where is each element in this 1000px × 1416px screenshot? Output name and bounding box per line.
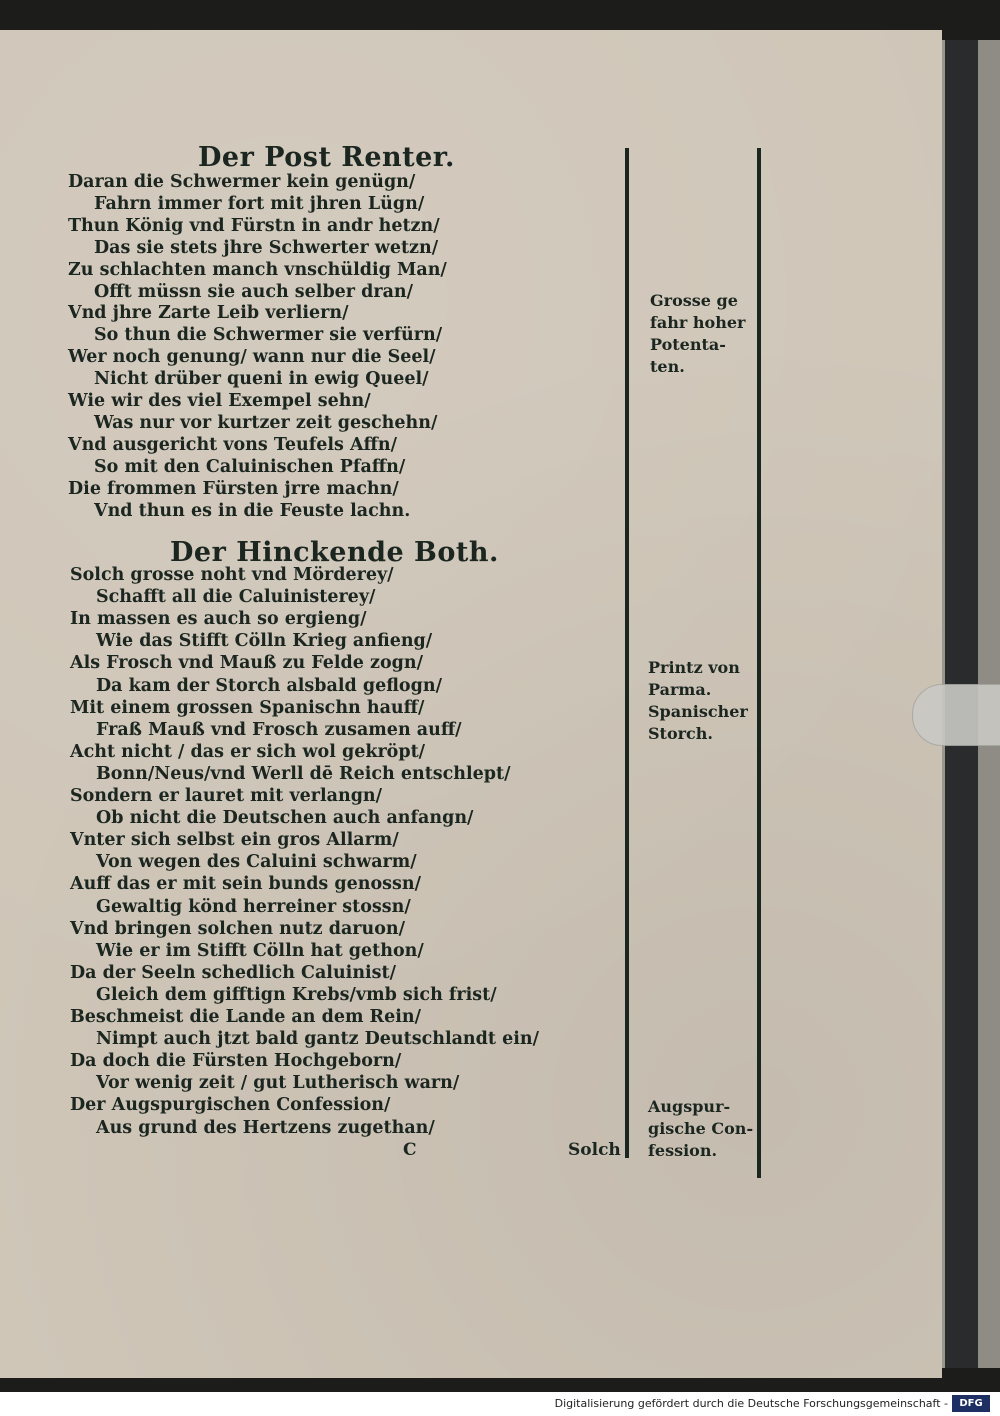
verse-line: Schafft all die Caluinisterey/ [96, 587, 376, 608]
verse-line: Auff das er mit sein bunds genossn/ [70, 874, 421, 895]
verse-line: Als Frosch vnd Mauß zu Felde zogn/ [70, 653, 423, 674]
verse-line: Nimpt auch jtzt bald gantz Deutschlandt ein/ [96, 1029, 539, 1050]
verse-line: Gewaltig könd herreiner stossn/ [96, 896, 411, 917]
verse-line: In massen es auch so ergieng/ [70, 609, 367, 630]
verse-line: Das sie stets jhre Schwerter wetzn/ [94, 237, 439, 258]
verse-line: Vnd jhre Zarte Leib verliern/ [68, 303, 349, 324]
verse-line: Zu schlachten manch vnschüldig Man/ [68, 259, 447, 280]
verse-line: Wie das Stifft Cölln Krieg anfieng/ [96, 631, 433, 652]
verse-line: Sondern er lauret mit verlangn/ [70, 786, 383, 806]
dfg-logo: DFG [952, 1395, 990, 1412]
verse-line: Acht nicht / das er sich wol gekröpt/ [70, 741, 426, 762]
verse-line: Mit einem grossen Spanischn hauff/ [70, 697, 425, 718]
verse-line: Vnter sich selbst ein gros Allarm/ [70, 830, 399, 851]
verse-line: Der Augspurgischen Confession/ [70, 1095, 391, 1116]
verse-line: Da der Seeln schedlich Caluinist/ [70, 962, 397, 983]
verse-line: Da doch die Fürsten Hochgeborn/ [70, 1051, 402, 1072]
catchword: Solch [568, 1140, 621, 1160]
verse-line: Fraß Mauß vnd Frosch zusamen auff/ [96, 719, 462, 740]
verse-line: Wer noch genung/ wann nur die Seel/ [68, 347, 436, 368]
margin-rule-left [625, 148, 629, 1158]
verse-line: Wie er im Stifft Cölln hat gethon/ [96, 940, 424, 961]
signature-mark: C [403, 1140, 417, 1160]
verse-line: Vor wenig zeit / gut Lutherisch warn/ [96, 1073, 460, 1094]
marginal-note-confession: Augspur- gische Con- fession. [648, 1097, 754, 1160]
marginal-note-parma: Printz von Parma. Spanischer Storch. [648, 658, 748, 743]
verse-line: Vnd thun es in die Feuste lachn. [94, 500, 411, 521]
verse-line: Fahrn immer fort mit jhren Lügn/ [94, 193, 425, 214]
verse-line: Vnd bringen solchen nutz daruon/ [70, 918, 406, 939]
margin-rule-right [757, 148, 761, 1178]
section-heading-post-renter: Der Post Renter. [198, 142, 455, 173]
verse-line: So mit den Caluinischen Pfaffn/ [94, 456, 406, 477]
section-heading-hinckende-both: Der Hinckende Both. [170, 537, 499, 568]
verse-line: Die frommen Fürsten jrre machn/ [68, 478, 399, 499]
verse-line: Bonn/Neus/vnd Werll dē Reich entschlept/ [96, 763, 511, 784]
verse-line: Beschmeist die Lande an dem Rein/ [70, 1007, 421, 1027]
verse-line: Thun König vnd Fürstn in andr hetzn/ [68, 215, 440, 236]
verse-line: Offt müssn sie auch selber dran/ [94, 281, 414, 302]
verse-line: Solch grosse noht vnd Mörderey/ [70, 565, 394, 585]
verse-line: Ob nicht die Deutschen auch anfangn/ [96, 808, 474, 829]
verse-line: Vnd ausgericht vons Teufels Affn/ [68, 434, 398, 455]
verse-line: Wie wir des viel Exempel sehn/ [68, 391, 371, 411]
page-holder-tab [912, 684, 1000, 746]
verse-line: Was nur vor kurtzer zeit geschehn/ [94, 412, 438, 433]
verse-line: So thun die Schwermer sie verfürn/ [94, 325, 443, 346]
verse-line: Gleich dem gifftign Krebs/vmb sich frist/ [96, 984, 497, 1005]
funding-credit: Digitalisierung gefördert durch die Deutsche Forschungsgemeinschaft - [554, 1397, 948, 1410]
footer-bar [0, 1392, 1000, 1416]
marginal-note-potentaten: Grosse ge fahr hoher Potenta- ten. [650, 291, 746, 376]
verse-line: Da kam der Storch alsbald geflogn/ [96, 675, 442, 696]
verse-line: Aus grund des Hertzens zugethan/ [96, 1117, 435, 1138]
verse-line: Von wegen des Caluini schwarm/ [96, 852, 417, 873]
verse-line: Daran die Schwermer kein genügn/ [68, 172, 416, 192]
verse-line: Nicht drüber queni in ewig Queel/ [94, 369, 429, 390]
